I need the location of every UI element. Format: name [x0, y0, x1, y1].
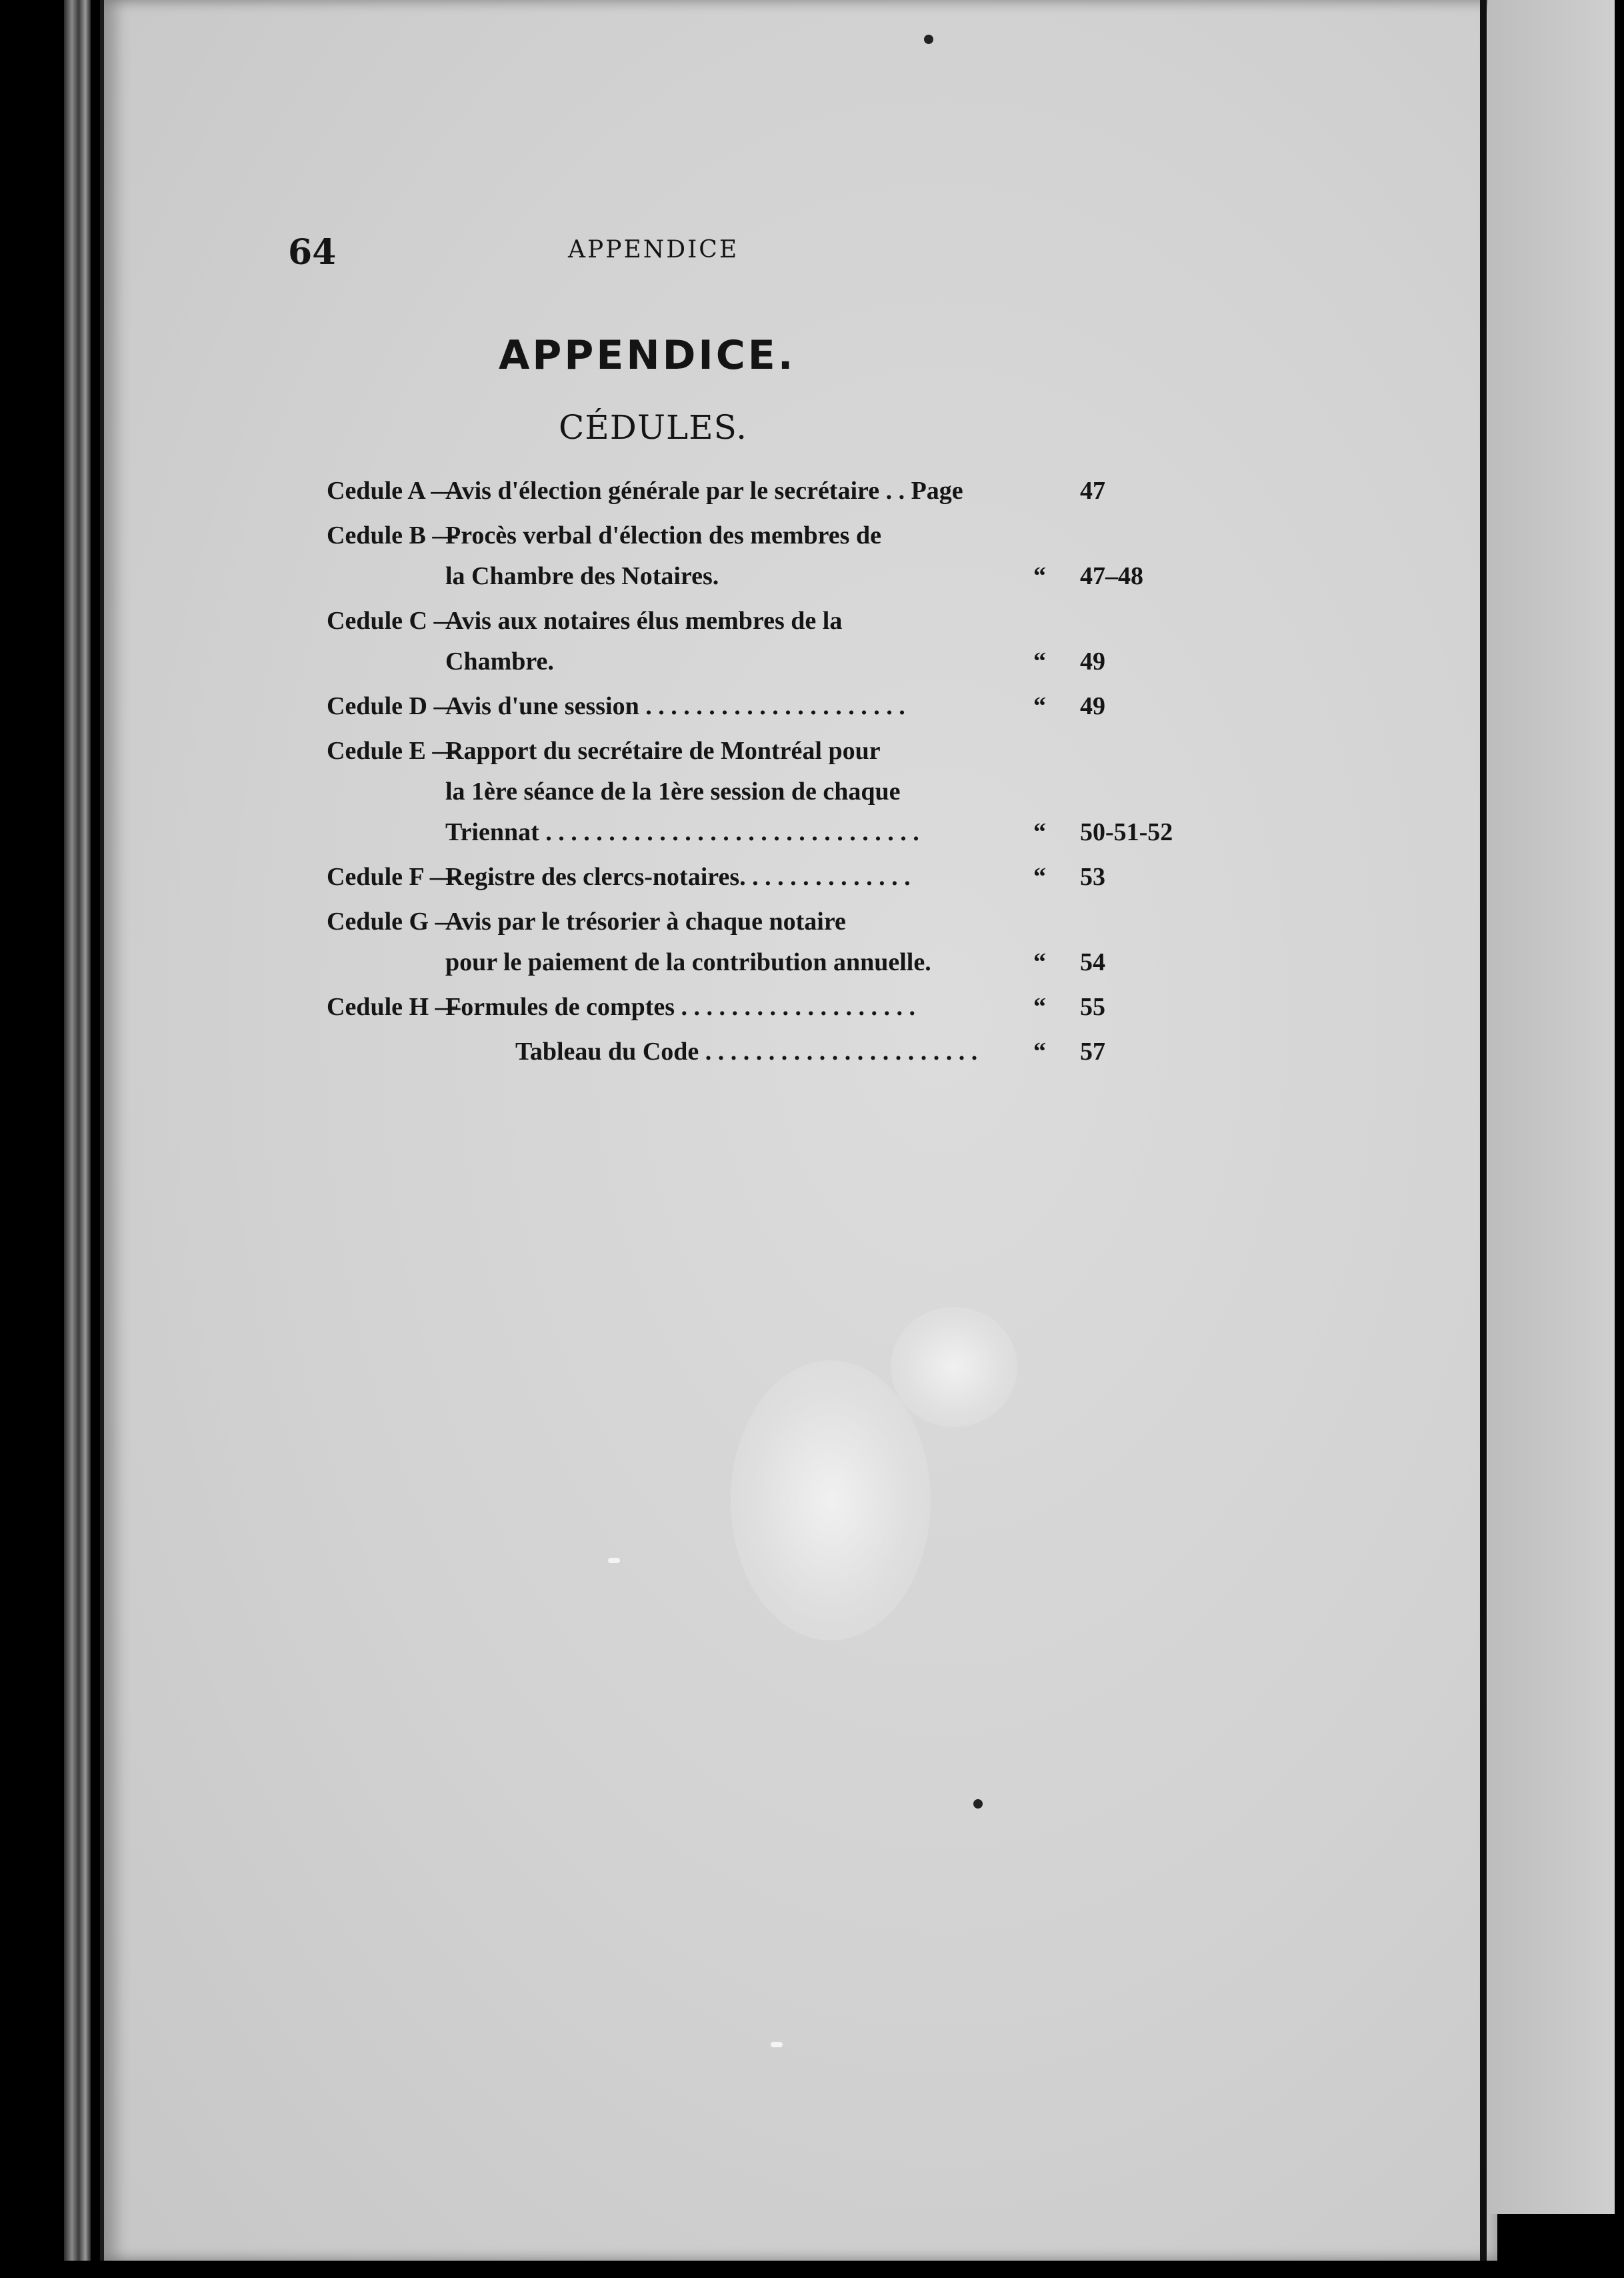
- cedule-description: Procès verbal d'élection des membres de: [445, 521, 881, 549]
- toc-entry-line: [327, 642, 1207, 682]
- toc-entry: [327, 601, 1207, 682]
- cedule-label: Cedule F —: [327, 863, 455, 891]
- ditto-mark: “: [1033, 648, 1046, 676]
- page-reference: 55: [1080, 993, 1105, 1021]
- cedule-label: Cedule A —: [327, 477, 457, 505]
- toc-entry-line: [327, 902, 1207, 942]
- cedule-description: Avis par le trésorier à chaque notaire: [445, 908, 846, 936]
- book-spine-edge: [64, 0, 91, 2261]
- facing-page-edge: [1488, 0, 1615, 2214]
- cedule-description: Registre des clercs-notaires. . . . . . . . . . . . . .: [445, 863, 911, 891]
- toc-entry-line: [327, 857, 1207, 898]
- page-sheet: [100, 0, 1497, 2261]
- ditto-mark: “: [1033, 993, 1046, 1021]
- toc-entry: [327, 471, 1207, 511]
- page-reference: 54: [1080, 948, 1105, 976]
- toc-entry: [327, 686, 1207, 727]
- ditto-mark: “: [1033, 818, 1046, 846]
- page-heading: APPENDICE.: [499, 332, 796, 379]
- paper-speck: [924, 35, 933, 44]
- cedule-description: Avis aux notaires élus membres de la: [445, 607, 843, 635]
- cedule-label: Cedule D —: [327, 692, 459, 720]
- ditto-mark: “: [1033, 863, 1046, 891]
- paper-stain: [891, 1307, 1017, 1427]
- toc-entry: [327, 987, 1207, 1028]
- page-reference: 53: [1080, 863, 1105, 891]
- toc-entry-line: [327, 601, 1207, 642]
- toc-entry-line: [327, 772, 1207, 812]
- toc-entry-line: [327, 686, 1207, 727]
- ditto-mark: “: [1033, 692, 1046, 720]
- cedule-description: Avis d'élection générale par le secrétaire . . Page: [445, 477, 963, 505]
- cedule-description: Triennat . . . . . . . . . . . . . . . . . . . . . . . . . . . . . .: [445, 818, 919, 846]
- toc-entry-line: [327, 812, 1207, 853]
- cedule-label: Cedule G —: [327, 908, 461, 936]
- ditto-mark: “: [1033, 1038, 1046, 1066]
- toc-entry: [327, 1032, 1207, 1072]
- paper-stain: [731, 1360, 931, 1640]
- toc-entry-line: [327, 731, 1207, 772]
- paper-speck: [608, 1558, 620, 1563]
- cedule-description: Formules de comptes . . . . . . . . . . . . . . . . . . .: [445, 993, 916, 1021]
- toc-entry-line: [327, 471, 1207, 511]
- page-reference: 49: [1080, 692, 1105, 720]
- toc-entry-line: [327, 556, 1207, 597]
- toc-entry-line: [327, 515, 1207, 556]
- section-subheading: CÉDULES.: [559, 408, 748, 447]
- toc-entry: [327, 515, 1207, 597]
- cedule-label: Cedule C —: [327, 607, 459, 635]
- cedule-description: Tableau du Code . . . . . . . . . . . . . . . . . . . . . .: [515, 1038, 978, 1066]
- page-reference: 49: [1080, 648, 1105, 676]
- paper-speck: [771, 2042, 783, 2047]
- cedule-description: la 1ère séance de la 1ère session de chaque: [445, 778, 901, 806]
- toc-entry: [327, 857, 1207, 898]
- ditto-mark: “: [1033, 562, 1046, 590]
- page-reference: 47–48: [1080, 562, 1143, 590]
- cedule-description: pour le paiement de la contribution annuelle.: [445, 948, 931, 976]
- page-gutter: [1480, 0, 1487, 2261]
- page-reference: 47: [1080, 477, 1105, 505]
- page-number: 64: [288, 232, 337, 273]
- cedule-description: Rapport du secrétaire de Montréal pour: [445, 737, 881, 765]
- ditto-mark: “: [1033, 948, 1046, 976]
- cedule-description: la Chambre des Notaires.: [445, 562, 719, 590]
- toc-entry-line: [327, 942, 1207, 983]
- cedule-label: Cedule H —: [327, 993, 461, 1021]
- cedule-description: Chambre.: [445, 648, 554, 676]
- page-reference: 50-51-52: [1080, 818, 1173, 846]
- cedule-label: Cedule B —: [327, 521, 458, 549]
- table-of-contents: [327, 471, 1207, 1076]
- toc-entry: [327, 902, 1207, 983]
- cedule-label: Cedule E —: [327, 737, 458, 765]
- paper-speck: [973, 1799, 983, 1809]
- toc-entry-line: [327, 987, 1207, 1028]
- toc-entry-line: [327, 1032, 1207, 1072]
- page-reference: 57: [1080, 1038, 1105, 1066]
- toc-entry: [327, 731, 1207, 853]
- running-head-title: APPENDICE: [568, 236, 739, 263]
- cedule-description: Avis d'une session . . . . . . . . . . . . . . . . . . . . .: [445, 692, 905, 720]
